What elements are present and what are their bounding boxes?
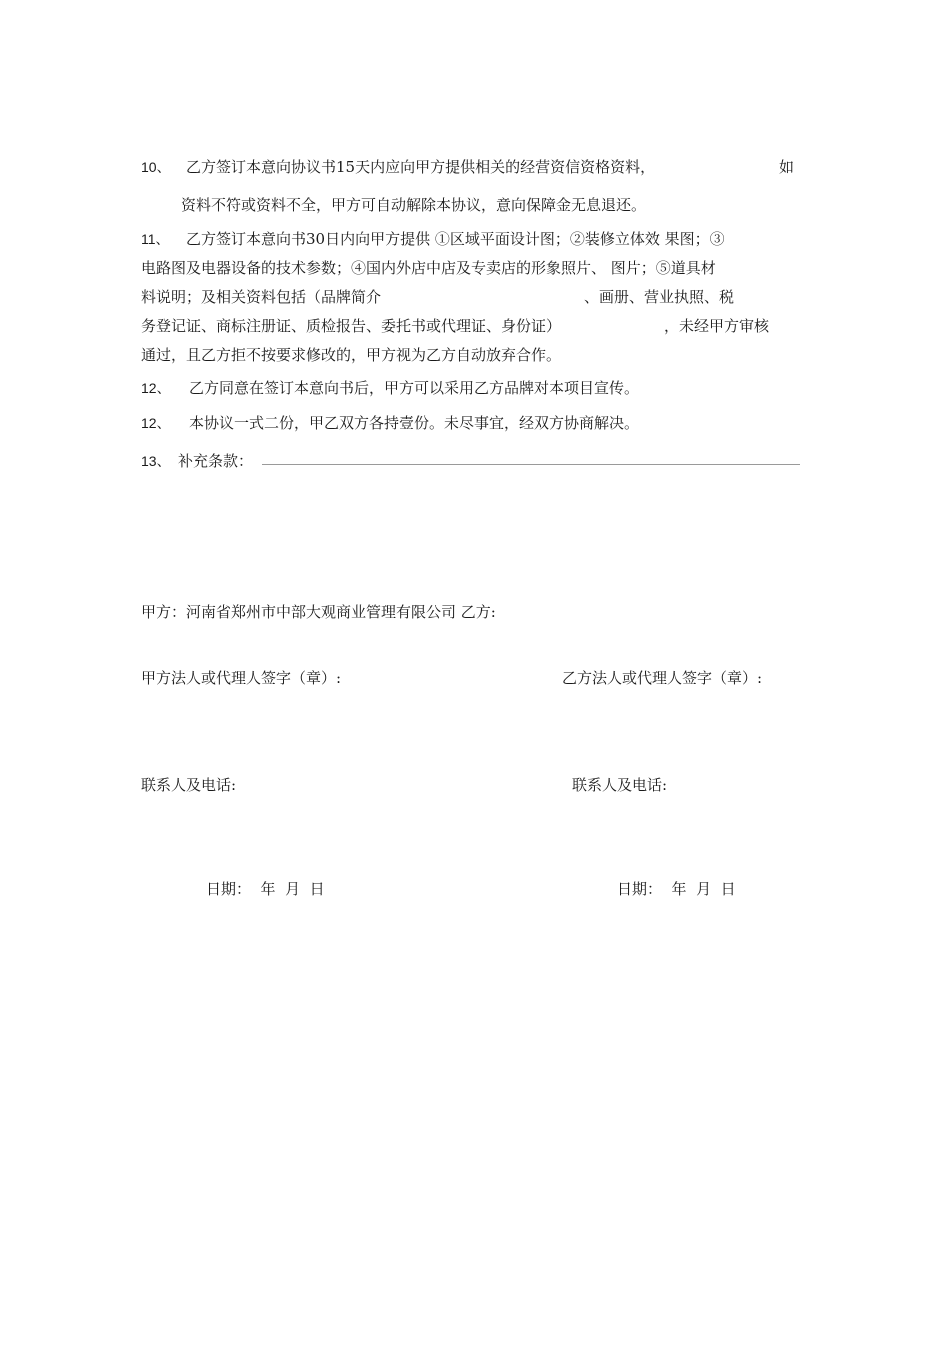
clause-10-line-2: 资料不符或资料不全，甲方可自动解除本协议，意向保障金无息退还。 — [181, 196, 647, 214]
clause-13-number: 13、 — [141, 453, 171, 469]
party-names: 甲方：河南省郑州市中部大观商业管理有限公司 乙方: — [141, 603, 496, 621]
party-b-signature-label: 乙方法人或代理人签字（章）: — [562, 669, 763, 687]
clause-11-line-4b: ，未经甲方审核 — [664, 317, 770, 335]
party-a-date-label: 日期： 年 月 日 — [206, 880, 325, 898]
clause-11-line-1: 乙方签订本意向书30日内向甲方提供 ①区域平面设计图；②装修立体效 果图；③ — [186, 230, 725, 248]
clause-12a-number: 12、 — [141, 380, 171, 396]
clause-10-number: 10、 — [141, 159, 171, 175]
clause-11-line-3a: 料说明；及相关资料包括（品牌简介 — [141, 288, 382, 306]
clause-11-line-5: 通过，且乙方拒不按要求修改的，甲方视为乙方自动放弃合作。 — [141, 346, 562, 364]
clause-12a-text: 乙方同意在签订本意向书后，甲方可以采用乙方品牌对本项目宣传。 — [189, 379, 640, 397]
clause-11-line-4a: 务登记证、商标注册证、质检报告、委托书或代理证、身份证） — [141, 317, 562, 335]
party-b-contact-label: 联系人及电话: — [572, 776, 668, 794]
supplementary-terms-blank-line — [262, 464, 800, 465]
clause-12b-number: 12、 — [141, 415, 171, 431]
clause-11-line-3b: 、画册、营业执照、税 — [584, 288, 735, 306]
clause-13-label: 补充条款： — [178, 452, 254, 470]
party-a-contact-label: 联系人及电话: — [141, 776, 237, 794]
clause-11-number: 11、 — [141, 231, 170, 247]
clause-10-line-1-end: 如 — [779, 158, 795, 176]
clause-10-line-1: 乙方签订本意向协议书15天内应向甲方提供相关的经营资信资格资料， — [186, 158, 656, 176]
party-a-signature-label: 甲方法人或代理人签字（章）: — [141, 669, 342, 687]
clause-11-line-2: 电路图及电器设备的技术参数；④国内外店中店及专卖店的形象照片、 图片；⑤道具材 — [141, 259, 716, 277]
clause-12b-text: 本协议一式二份，甲乙双方各持壹份。未尽事宜，经双方协商解决。 — [189, 414, 640, 432]
party-b-date-label: 日期： 年 月 日 — [617, 880, 736, 898]
